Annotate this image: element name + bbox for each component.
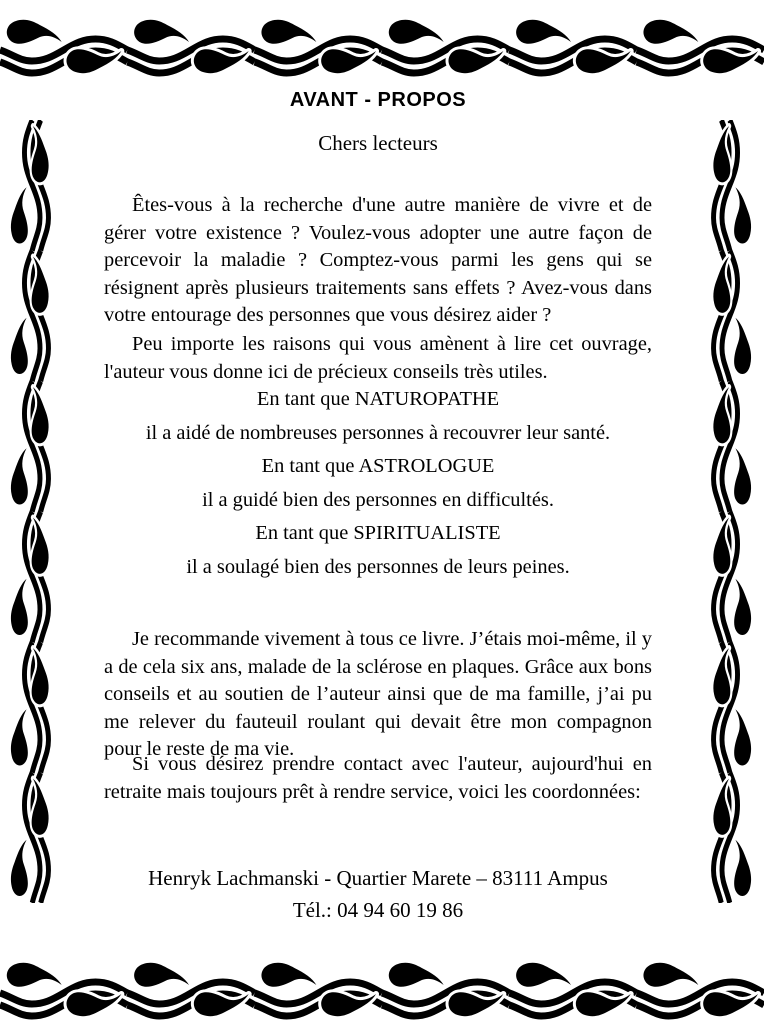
role-intro-astrologue: En tant que ASTROLOGUE — [261, 455, 495, 478]
role-detail-spiritualiste: il a soulagé bien des personnes de leurs peines. — [186, 555, 570, 578]
paragraph-contact-invitation: Si vous désirez prendre contact avec l'auteur, aujourd'hui en retraite mais toujours prêt à rendre service, voici les coordonnées: — [104, 753, 652, 803]
ornament-left-border — [4, 120, 52, 903]
ornament-bottom-border — [0, 953, 764, 1021]
salutation: Chers lecteurs — [318, 131, 438, 155]
paragraph-testimonial: Je recommande vivement à tous ce livre. J’étais moi-même, il y a de cela six ans, malade de la sclérose en plaques. Grâce aux bons conseils et au soutien de l’auteur ainsi que de ma famille, j’ai pu me relever du fauteuil roulant qui devait être mon compagnon pour le reste de ma vie. — [104, 628, 652, 761]
ornament-right-border — [710, 120, 758, 903]
paragraph-lifestyle-questions: Êtes-vous à la recherche d'une autre manière de vivre et de gérer votre existence ? Voulez-vous adopter une autre façon de percevoir la maladie ? Comptez-vous parmi les gens qui se résignent après plusieurs traitements sans effets ? Avez-vous dans votre entourage des personnes que vous désirez aider ? — [104, 194, 652, 327]
role-detail-astrologue: il a guidé bien des personnes en difficultés. — [202, 488, 554, 511]
role-intro-spiritualiste: En tant que SPIRITUALISTE — [255, 522, 501, 545]
contact-address: Henryk Lachmanski - Quartier Marete – 83111 Ampus — [148, 866, 608, 890]
roles-stanza — [104, 383, 652, 585]
role-intro-naturopathe: En tant que NATUROPATHE — [256, 388, 500, 410]
contact-phone: Tél.: 04 94 60 19 86 — [292, 898, 464, 922]
role-detail-naturopathe: il a aidé de nombreuses personnes à recouvrer leur santé. — [145, 421, 611, 444]
page-title: AVANT - PROPOS — [289, 89, 467, 111]
ornament-top-border — [0, 10, 764, 78]
paragraph-reasons: Peu importe les raisons qui vous amènent à lire cet ouvrage, l'auteur vous donne ici de précieux conseils très utiles. — [104, 333, 652, 383]
